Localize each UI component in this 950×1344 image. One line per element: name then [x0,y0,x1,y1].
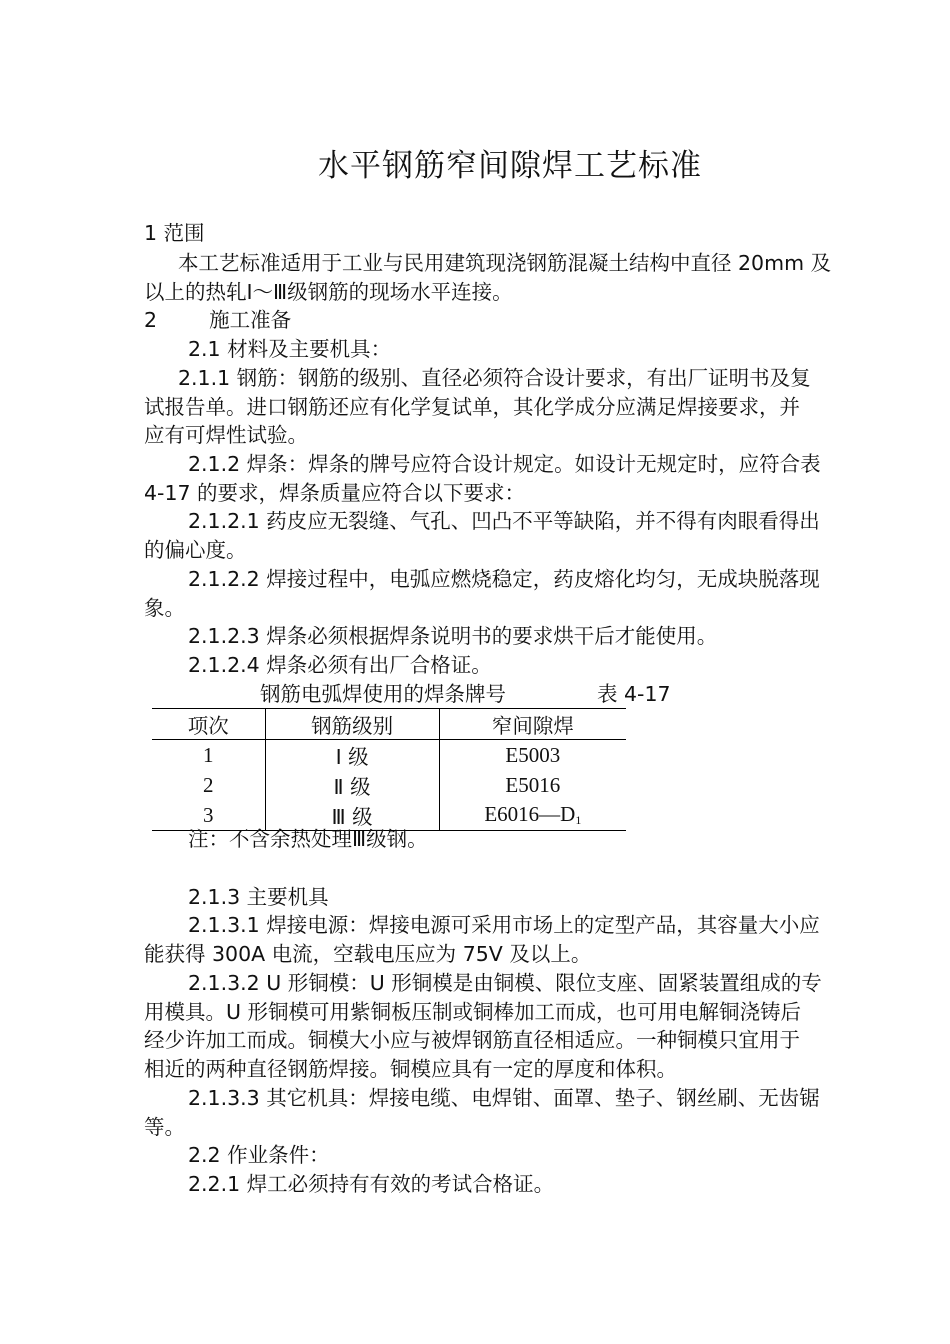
paragraph-line: 等。 [144,1115,185,1139]
table-header-row [152,709,626,740]
header-item-no: 项次 [152,709,265,740]
paragraph-line: 能获得 300A 电流，空载电压应为 75V 及以上。 [144,942,592,966]
paragraph-line: 本工艺标准适用于工业与民用建筑现浇钢筋混凝土结构中直径 20mm 及 [178,251,832,275]
paragraph-line: 2.1.2.1 药皮应无裂缝、气孔、凹凸不平等缺陷，并不得有肉眼看得出 [188,509,820,533]
cell-item-no: 2 [152,770,265,800]
header-narrow-gap-weld: 窄间隙焊 [491,714,574,738]
electrode-code: E6016—D [484,802,576,826]
paragraph-line: 2.1.2.4 焊条必须有出厂合格证。 [188,653,492,677]
paragraph-line: 2.1.2.3 焊条必须根据焊条说明书的要求烘干后才能使用。 [188,624,718,648]
document-title: 水平钢筋窄间隙焊工艺标准 [318,148,702,184]
paragraph-line: 的偏心度。 [144,538,247,562]
cell-steel-grade: Ⅲ 级 [265,800,439,831]
section-2-1-3-heading: 2.1.3 主要机具 [188,885,329,909]
section-1-heading: 1 范围 [144,221,205,245]
electrode-table [152,708,626,831]
cell-item-no: 1 [152,740,265,771]
section-2-1-heading: 2.1 材料及主要机具： [188,337,392,361]
paragraph-line: 应有可焊性试验。 [144,423,308,447]
cell-steel-grade: Ⅱ 级 [265,770,439,800]
paragraph-line: 2.1.1 钢筋：钢筋的级别、直径必须符合设计要求，有出厂证明书及复 [178,366,811,390]
paragraph-line: 经少许加工而成。铜模大小应与被焊钢筋直径相适应。一种铜模只宜用于 [144,1028,800,1052]
table-label: 表 4-17 [597,682,671,706]
paragraph-line: 试报告单。进口钢筋还应有化学复试单，其化学成分应满足焊接要求，并 [144,395,800,419]
paragraph-line: 以上的热轧Ⅰ～Ⅲ级钢筋的现场水平连接。 [144,280,513,304]
cell-steel-grade: Ⅰ 级 [265,740,439,771]
table-caption: 钢筋电弧焊使用的焊条牌号 [260,682,506,706]
cell-electrode: E5003 [505,742,561,767]
paragraph-line: 2.1.3.2 U 形铜模：U 形铜模是由铜模、限位支座、固紧装置组成的专 [188,971,822,995]
section-2-heading: 2 施工准备 [144,308,292,332]
paragraph-line: 2.1.2.2 焊接过程中，电弧应燃烧稳定，药皮熔化均匀，无成块脱落现 [188,567,820,591]
header-steel-grade: 钢筋级别 [265,709,439,740]
paragraph-line: 用模具。U 形铜模可用紫铜板压制或铜棒加工而成，也可用电解铜浇铸后 [144,1000,802,1024]
paragraph-line: 2.1.3.1 焊接电源：焊接电源可采用市场上的定型产品，其容量大小应 [188,913,820,937]
paragraph-line: 相近的两种直径钢筋焊接。铜模应具有一定的厚度和体积。 [144,1057,677,1081]
table-note: 注：不含余热处理Ⅲ级钢。 [188,827,428,851]
cell-electrode [439,800,626,831]
section-2-2-heading: 2.2 作业条件： [188,1143,330,1167]
table-row [152,740,626,771]
table-row [152,770,626,800]
paragraph-line: 2.1.3.3 其它机具：焊接电缆、电焊钳、面罩、垫子、钢丝刷、无齿锯 [188,1086,820,1110]
paragraph-line: 2.1.2 焊条：焊条的牌号应符合设计规定。如设计无规定时，应符合表 [188,452,821,476]
paragraph-line: 象。 [144,596,185,620]
electrode-subscript: 1 [575,813,582,827]
paragraph-line: 4-17 的要求，焊条质量应符合以下要求： [144,481,526,505]
cell-item-no: 3 [152,800,265,831]
paragraph-line: 2.2.1 焊工必须持有有效的考试合格证。 [188,1172,555,1196]
cell-electrode: E5016 [505,772,561,797]
